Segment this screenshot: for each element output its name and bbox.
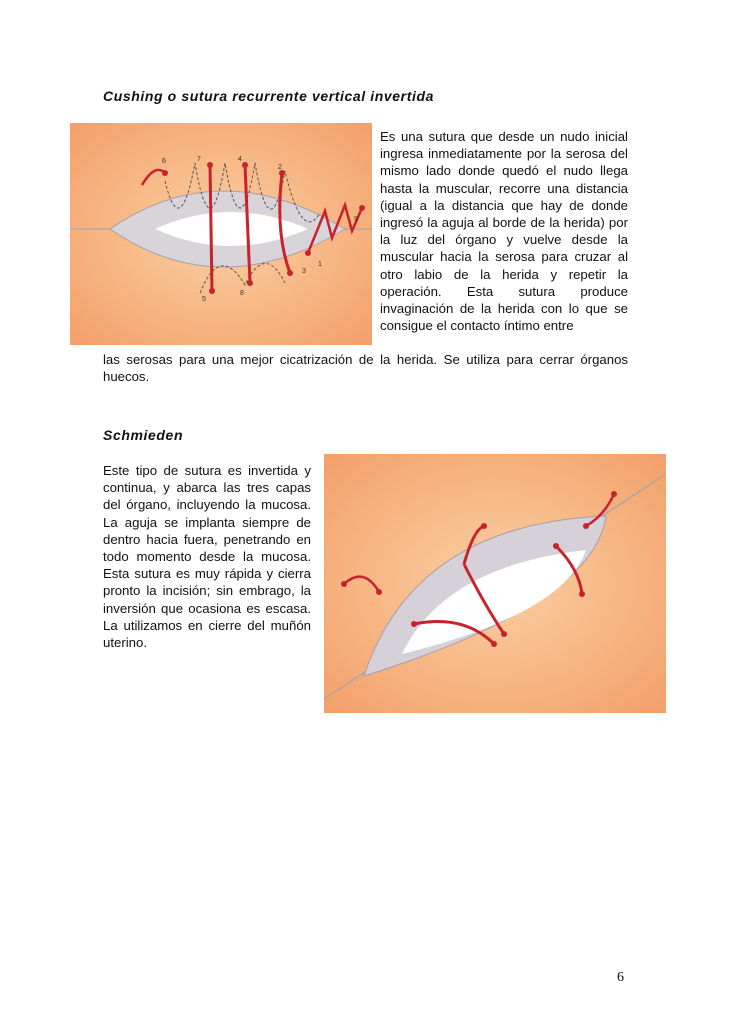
cushing-illustration: [70, 123, 372, 345]
svg-text:1: 1: [318, 261, 322, 268]
svg-text:5: 5: [202, 296, 206, 303]
page-number: 6: [617, 970, 624, 985]
svg-text:7: 7: [197, 156, 201, 163]
svg-text:6: 6: [162, 158, 166, 165]
svg-text:3: 3: [302, 268, 306, 275]
cushing-suture-figure: [70, 123, 372, 345]
svg-text:9: 9: [354, 216, 358, 223]
section-heading-schmieden: Schmieden: [103, 427, 184, 443]
cushing-description-side: Es una sutura que desde un nudo inicial ingresa inmediatamente por la serosa del mismo lado donde quedó el nudo llega hasta la muscular, recorre una distancia (igual a la distancia que hay de donde ingresó la aguja al borde de la herida) por la luz del órgano y vuelve desde la muscular hacia la serosa para cruzar al otro labio de la herida y repetir la operación. Esta sutura produce invaginación de la herida con lo que se consigue el contacto íntimo entre: [380, 129, 628, 334]
svg-text:4: 4: [238, 156, 242, 163]
schmieden-description: Este tipo de sutura es invertida y continua, y abarca las tres capas del órgano, incluyendo la mucosa. La aguja se implanta siempre de dentro hacia fuera, penetrando en todo momento desde la mucosa. Esta sutura es muy rápida y cierra pronto la incisión; sin embrago, la inversión que ocasiona es escasa. La utilizamos en cierre del muñón uterino.: [103, 463, 311, 651]
svg-text:8: 8: [240, 290, 244, 297]
suture-thread: [210, 165, 212, 291]
schmieden-suture-figure: [324, 454, 666, 713]
schmieden-illustration: [324, 454, 666, 713]
svg-text:2: 2: [278, 164, 282, 171]
section-heading-cushing: Cushing o sutura recurrente vertical invertida: [103, 88, 435, 104]
cushing-description-continued: las serosas para una mejor cicatrización de la herida. Se utiliza para cerrar órganos huecos.: [103, 352, 628, 385]
